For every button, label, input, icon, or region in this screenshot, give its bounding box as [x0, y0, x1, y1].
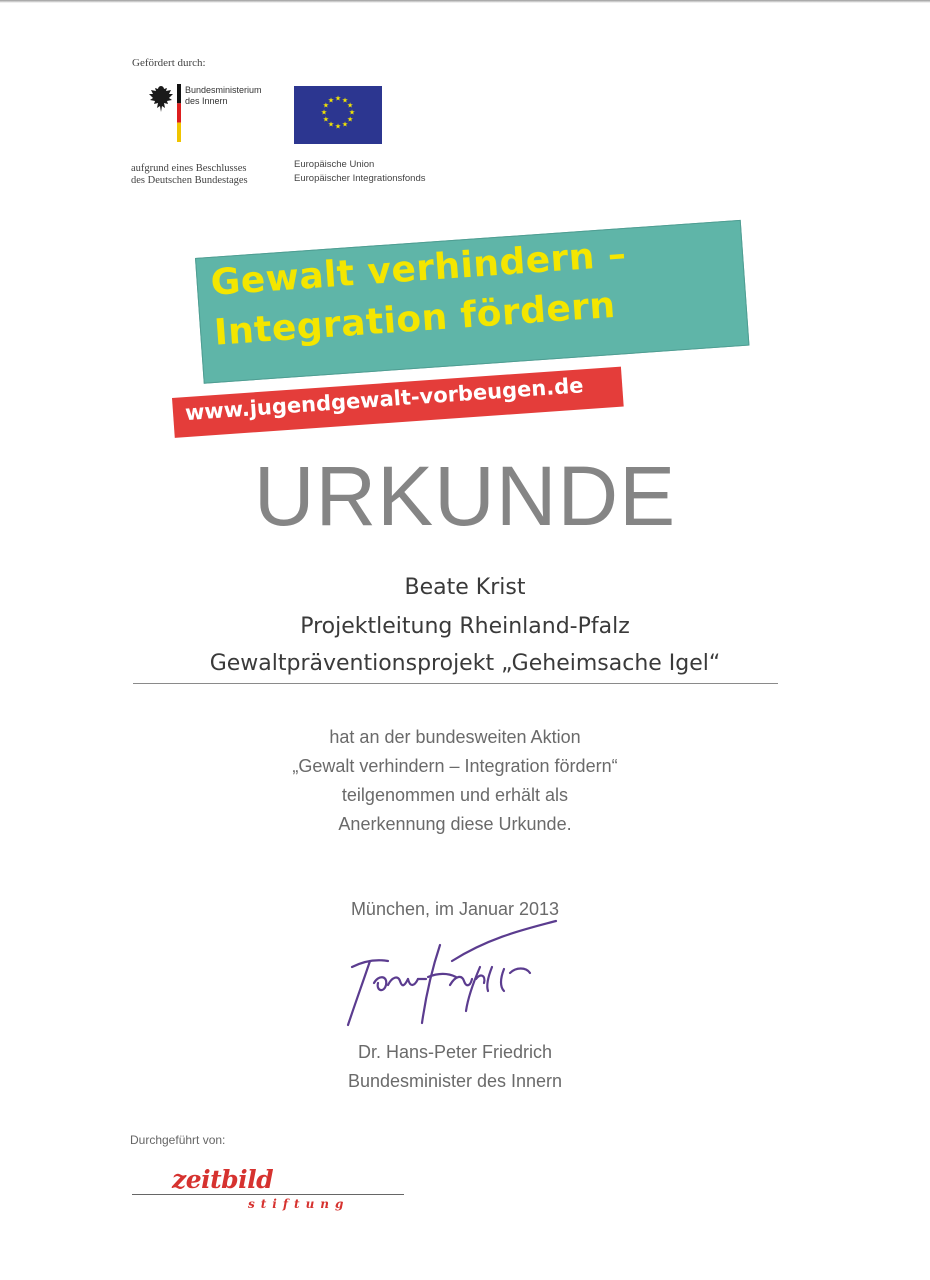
svg-text:★: ★ [334, 122, 342, 131]
conducted-by-label: Durchgeführt von: [130, 1133, 226, 1147]
recipient-name: Beate Krist [404, 575, 526, 600]
eu-caption [294, 158, 426, 186]
recipient-role: Projektleitung Rheinland-Pfalz [300, 614, 630, 639]
svg-text:★: ★ [327, 96, 335, 105]
certificate-title: URKUNDE [253, 449, 677, 543]
eu-caption-line1: Europäische Union [294, 159, 375, 170]
svg-text:★: ★ [348, 108, 356, 117]
body-line-2: „Gewalt verhindern – Integration fördern“ [292, 756, 618, 776]
svg-text:★: ★ [341, 120, 349, 129]
campaign-banner [195, 220, 747, 383]
campaign-line1: Gewalt verhindern – [209, 233, 628, 304]
bmi-line2: des Innern [185, 96, 228, 106]
bmi-line1: Bundesministerium [185, 85, 262, 95]
svg-text:★: ★ [346, 101, 354, 110]
recipient-divider [133, 683, 778, 684]
handwritten-signature [330, 915, 560, 1040]
signer-name: Dr. Hans-Peter Friedrich [357, 1042, 553, 1062]
signer-title: Bundesminister des Innern [347, 1071, 563, 1091]
svg-text:★: ★ [341, 96, 349, 105]
svg-text:★: ★ [346, 115, 354, 124]
eu-flag-icon [294, 86, 382, 144]
body-line-3: teilgenommen und erhält als [341, 785, 569, 805]
bmi-caption-line1: aufgrund eines Beschlusses [131, 163, 247, 174]
bmi-caption-line2: des Deutschen Bundestages [131, 175, 248, 186]
federal-eagle-icon [148, 84, 174, 114]
bmi-caption [131, 163, 248, 187]
body-line-4: Anerkennung diese Urkunde. [338, 814, 572, 834]
place-date: München, im Januar 2013 [350, 899, 560, 919]
svg-text:★: ★ [327, 120, 335, 129]
page-top-edge [0, 0, 930, 3]
body-line-1: hat an der bundesweiten Aktion [329, 727, 581, 747]
eu-caption-line2: Europäischer Integrationsfonds [294, 173, 426, 184]
bmi-logo-text [185, 85, 262, 107]
svg-text:★: ★ [322, 101, 330, 110]
german-flag-bar [177, 84, 181, 142]
recipient-project: Gewaltpräventionsprojekt „Geheimsache Igel“ [209, 651, 721, 676]
zeitbild-logo-sub: stiftung [248, 1197, 350, 1211]
zeitbild-logo-word: zeitbild [172, 1165, 274, 1194]
svg-text:★: ★ [334, 94, 342, 103]
campaign-line2: Integration fördern [212, 284, 617, 354]
campaign-url: www.jugendgewalt-vorbeugen.de [184, 373, 585, 426]
svg-text:★: ★ [320, 108, 328, 117]
funded-by-label: Gefördert durch: [132, 57, 206, 69]
svg-text:★: ★ [322, 115, 330, 124]
zeitbild-logo-rule [132, 1194, 404, 1195]
